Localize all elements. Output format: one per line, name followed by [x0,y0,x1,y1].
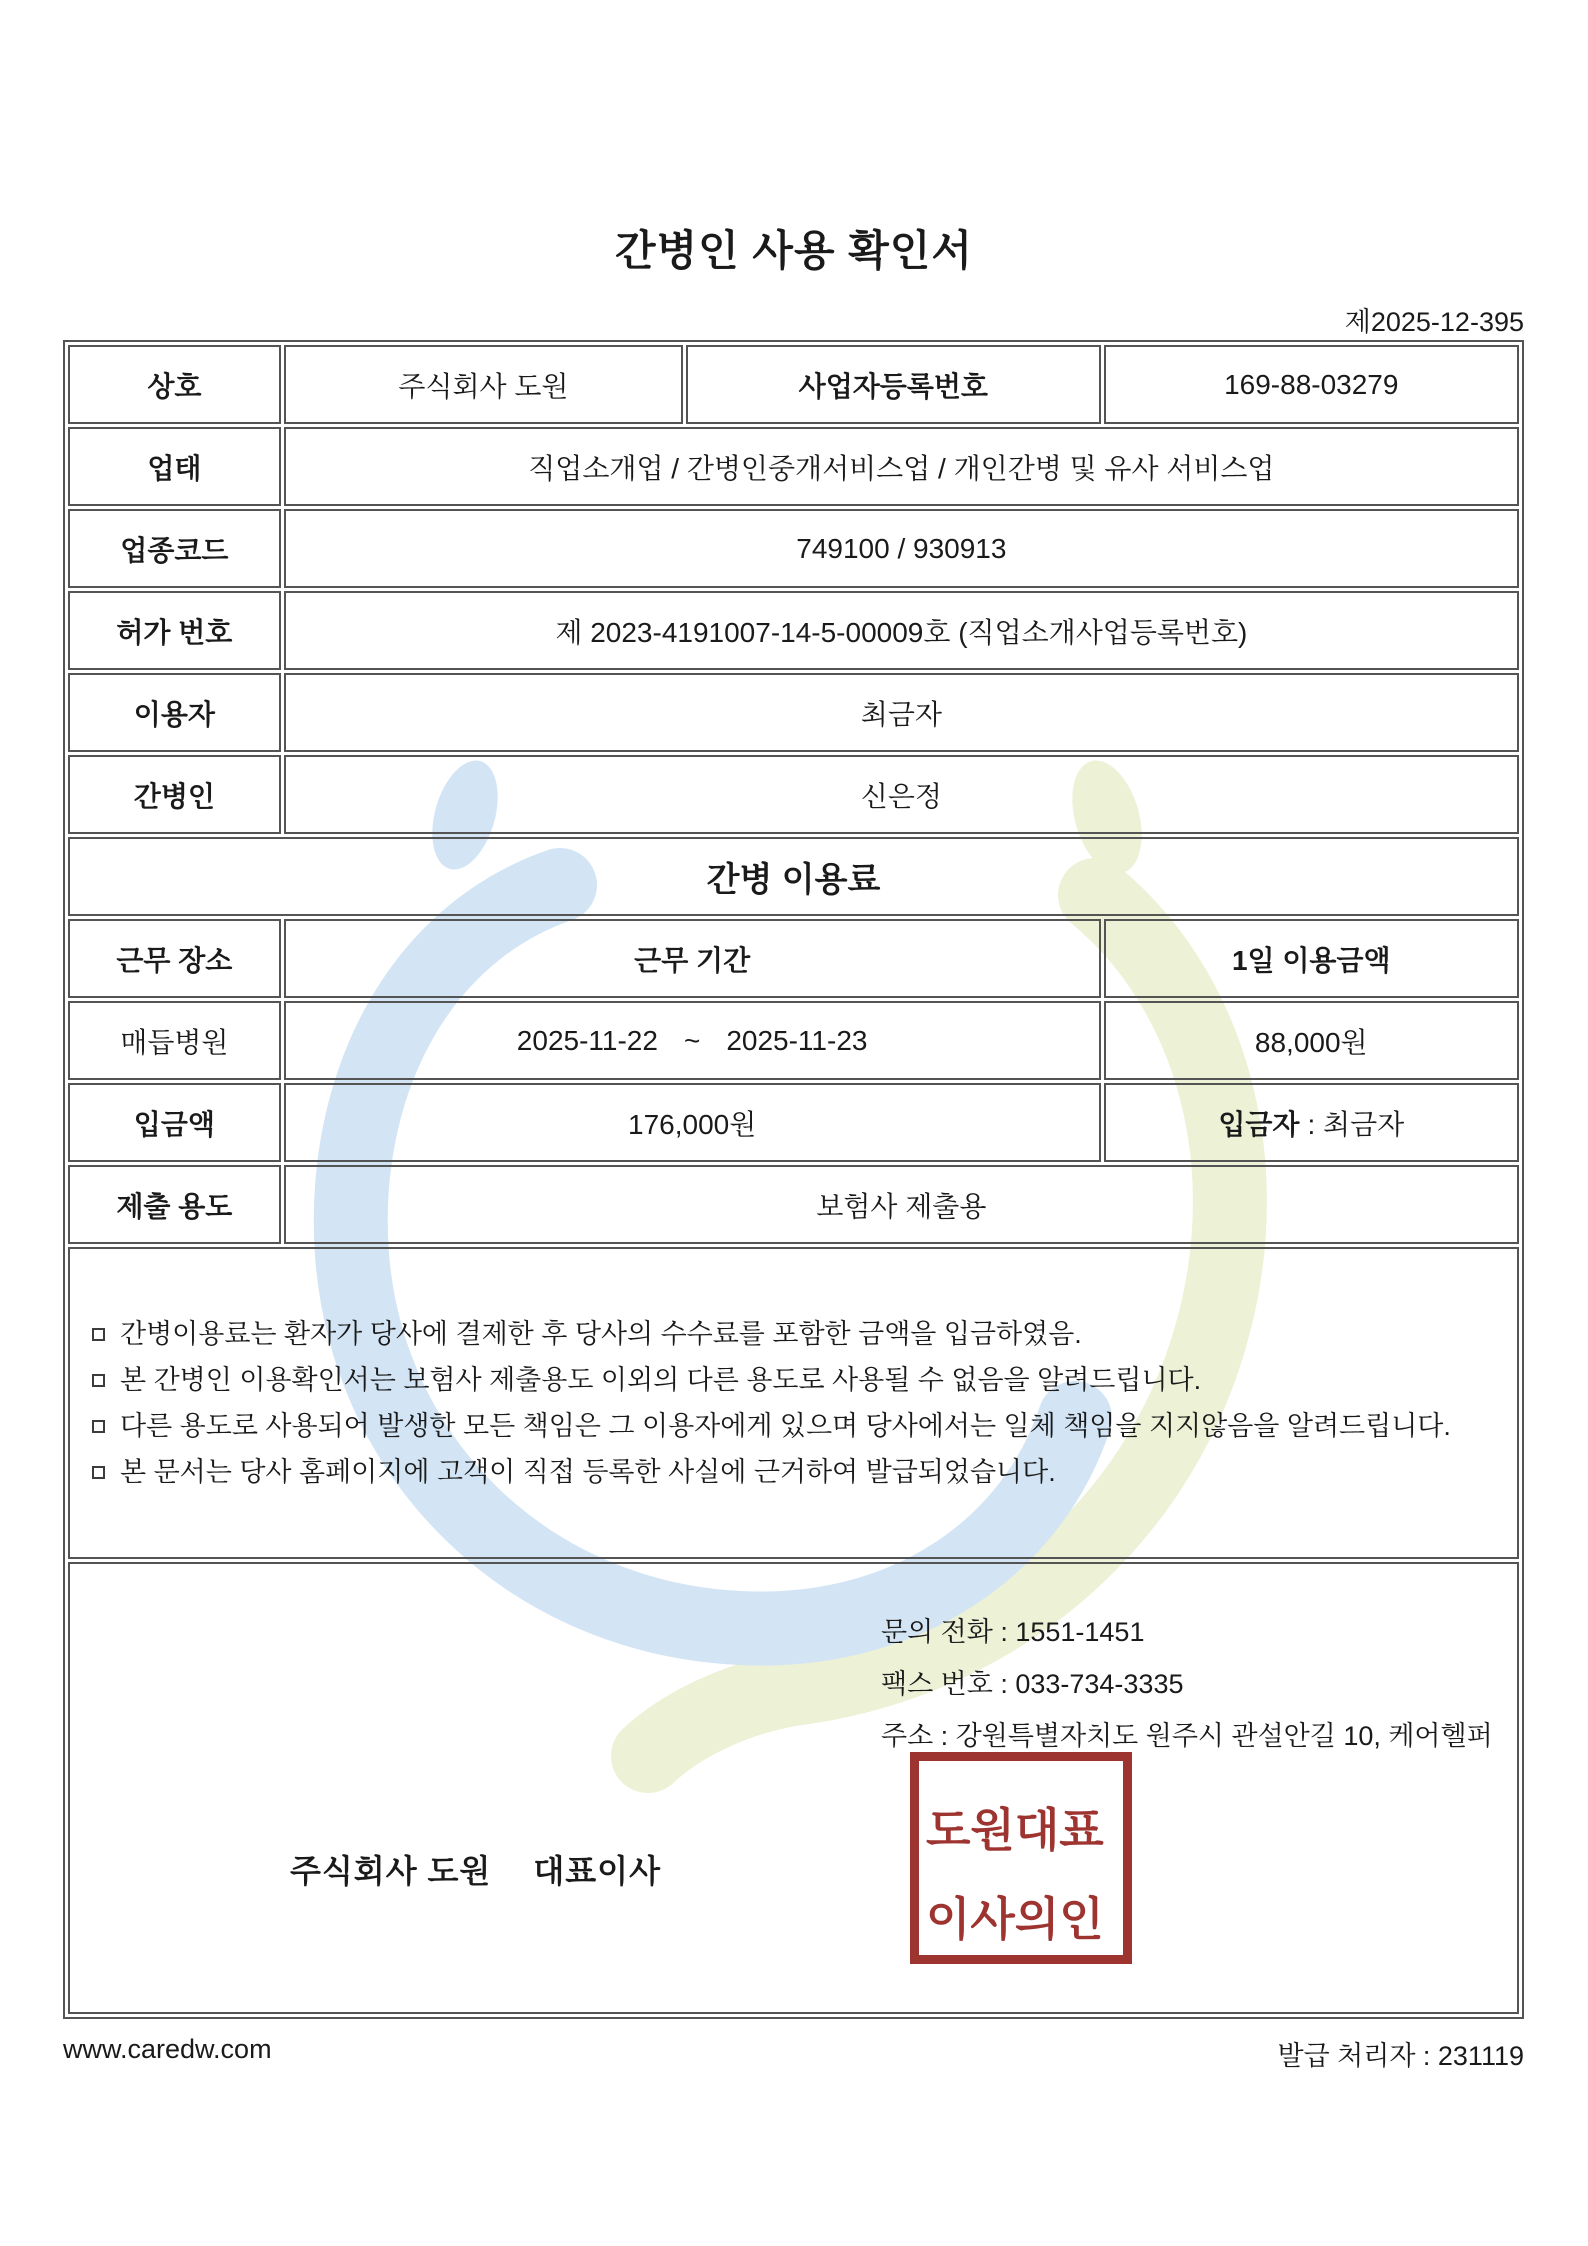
company-name-label: 상호 [68,345,281,424]
submission-purpose-label: 제출 용도 [68,1165,281,1244]
table-row-permit-number [68,591,1519,670]
table-row-caregiver [68,755,1519,834]
depositor-cell [1104,1083,1519,1162]
note-item [92,1357,1497,1403]
contact-phone: 문의 전화 : 1551-1451 [881,1617,1145,1647]
page-title: 간병인 사용 확인서 [615,227,973,274]
deposit-row [68,1083,1519,1162]
daily-fee-header: 1일 이용금액 [1104,919,1519,998]
deposit-amount-label: 입금액 [68,1083,281,1162]
signature-row [68,1562,1519,2014]
signature-role: 대표이사 [533,1853,662,1889]
business-type-label: 업태 [68,427,281,506]
note-text: 다른 용도로 사용되어 발생한 모든 책임은 그 이용자에게 있으며 당사에서는 일체 책임을 지지않음을 알려드립니다. [120,1411,1451,1441]
purpose-row [68,1165,1519,1244]
fee-section-header-row [68,837,1519,916]
note-text: 본 문서는 당사 홈페이지에 고객이 직접 등록한 사실에 근거하여 발급되었습니다. [120,1457,1056,1487]
signature-company: 주식회사 도원 [289,1853,492,1889]
industry-code-label: 업종코드 [68,509,281,588]
footer-website: www.caredw.com [63,2034,272,2064]
table-row-user [68,673,1519,752]
notes-row [68,1247,1519,1559]
contact-address: 주소 : 강원특별자치도 원주시 관설안길 10, 케어헬퍼 [881,1721,1493,1751]
square-bullet-icon [92,1420,105,1433]
deposit-amount-value: 176,000원 [284,1083,1101,1162]
note-item [92,1311,1497,1357]
notes-cell [68,1247,1519,1559]
stamp-row [926,1802,1116,1858]
caregiver-label: 간병인 [68,755,281,834]
company-name-value: 주식회사 도원 [284,345,683,424]
note-item [92,1449,1497,1495]
signature-cell [68,1562,1519,2014]
table-row-industry-code [68,509,1519,588]
work-period-header: 근무 기간 [284,919,1101,998]
table-row-business-type [68,427,1519,506]
business-reg-number-label: 사업자등록번호 [686,345,1100,424]
note-text: 본 간병인 이용확인서는 보험사 제출용도 이외의 다른 용도로 사용될 수 없음을 알려드립니다. [120,1365,1202,1395]
note-text: 간병이용료는 환자가 당사에 결제한 후 당사의 수수료를 포함한 금액을 입금하였음. [120,1319,1082,1349]
business-type-value: 직업소개업 / 간병인중개서비스업 / 개인간병 및 유사 서비스업 [284,427,1519,506]
square-bullet-icon [92,1466,105,1479]
work-place-value: 매듭병원 [68,1001,281,1080]
submission-purpose-value: 보험사 제출용 [284,1165,1519,1244]
depositor-name: : 최금자 [1307,1108,1405,1140]
stamp-row [926,1891,1116,1947]
page-footer [63,2034,1524,2073]
corporate-seal-stamp [910,1752,1132,1964]
daily-fee-value: 88,000원 [1104,1001,1519,1080]
business-reg-number-value: 169-88-03279 [1104,345,1519,424]
fee-section-title: 간병 이용료 [68,837,1519,916]
permit-number-label: 허가 번호 [68,591,281,670]
fee-table-data-row [68,1001,1519,1080]
industry-code-value: 749100 / 930913 [284,509,1519,588]
square-bullet-icon [92,1374,105,1387]
permit-number-value: 제 2023-4191007-14-5-00009호 (직업소개사업등록번호) [284,591,1519,670]
user-label: 이용자 [68,673,281,752]
stamp-text: 도원대표 [926,1804,1104,1856]
contact-block [881,1606,1493,1762]
footer-issuer: 발급 처리자 : 231119 [1277,2041,1524,2071]
fee-table-header-row [68,919,1519,998]
depositor-label: 입금자 [1218,1108,1300,1140]
period-start: 2025-11-22 [516,1024,658,1056]
document-number: 제2025-12-395 [1344,307,1524,337]
period-end: 2025-11-23 [726,1024,868,1056]
table-row-company [68,345,1519,424]
stamp-text: 이사의인 [926,1893,1104,1945]
contact-fax: 팩스 번호 : 033-734-3335 [881,1669,1184,1699]
notes-list [70,1311,1517,1495]
document-table [63,340,1524,2019]
work-period-value [284,1001,1101,1080]
caregiver-value: 신은정 [284,755,1519,834]
work-place-header: 근무 장소 [68,919,281,998]
user-value: 최금자 [284,673,1519,752]
note-item [92,1403,1497,1449]
signature-line [70,1846,881,1892]
period-separator: ~ [683,1024,701,1056]
square-bullet-icon [92,1328,105,1341]
